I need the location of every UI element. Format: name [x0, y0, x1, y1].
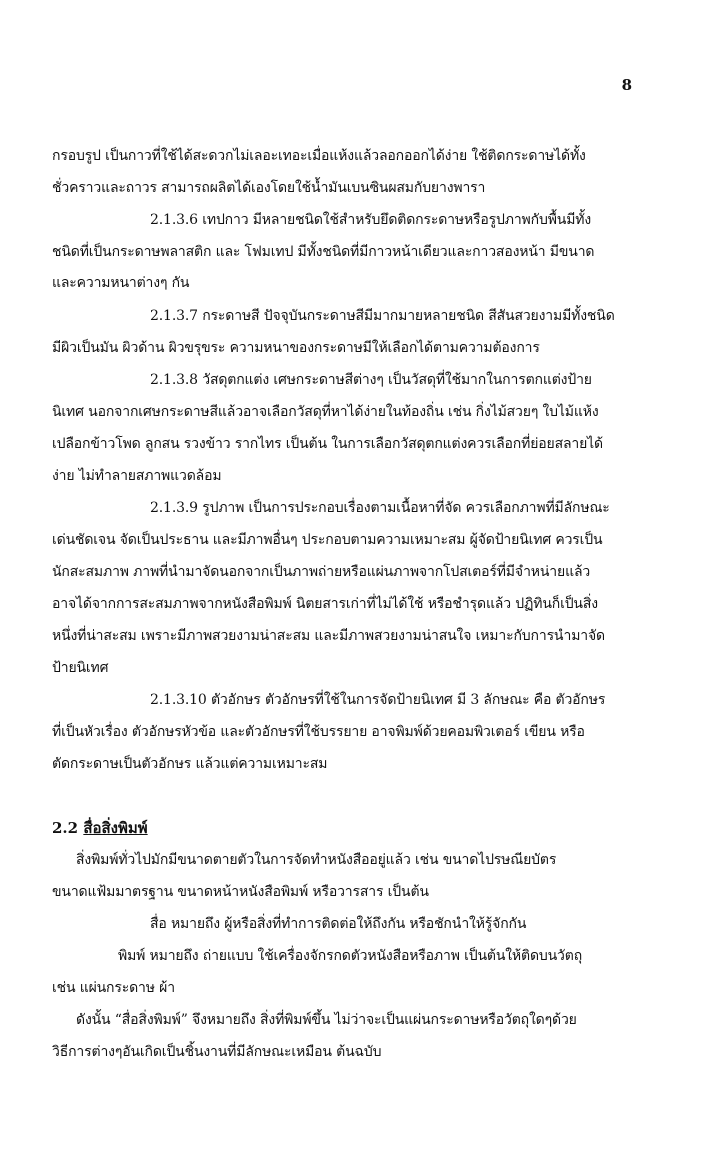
text-line: ชนิดที่เป็นกระดาษพลาสติก และ โฟมเทป มีทั้งชนิดที่มีกาวหน้าเดียวและกาวสองหน้า มีขนาด [52, 244, 595, 260]
text-line: 2.1.3.8 วัสดุตกแต่ง เศษกระดาษสีต่างๆ เป็นวัสดุที่ใช้มากในการตกแต่งป้าย [150, 372, 592, 388]
text-line: สิ่งพิมพ์ทั่วไปมักมีขนาดตายตัวในการจัดทำหนังสืออยู่แล้ว เช่น ขนาดไปรษณียบัตร [76, 852, 557, 868]
page-number: 8 [621, 76, 632, 94]
text-line: กรอบรูป เป็นกาวที่ใช้ได้สะดวกไม่เลอะเทอะเมื่อแห้งแล้วลอกออกได้ง่าย ใช้ติดกระดาษได้ทั้ง [52, 148, 586, 164]
text-line: นักสะสมภาพ ภาพที่นำมาจัดนอกจากเป็นภาพถ่ายหรือแผ่นภาพจากโปสเตอร์ที่มีจำหน่ายแล้ว [52, 564, 591, 580]
text-line: ที่เป็นหัวเรื่อง ตัวอักษรหัวข้อ และตัวอักษรที่ใช้บรรยาย อาจพิมพ์ด้วยคอมพิวเตอร์ เขียน หรือ [52, 724, 585, 740]
text-line: หนึ่งที่น่าสะสม เพราะมีภาพสวยงามน่าสะสม และมีภาพสวยงามน่าสนใจ เหมาะกับการนำมาจัด [52, 628, 605, 644]
text-line: เปลือกข้าวโพด ลูกสน รวงข้าว รากไทร เป็นต้น ในการเลือกวัสดุตกแต่งควรเลือกที่ย่อยสลายได้ [52, 436, 603, 452]
text-line: และความหนาต่างๆ กัน [52, 275, 190, 291]
text-line: เช่น แผ่นกระดาษ ผ้า [52, 980, 175, 996]
section-heading [52, 818, 148, 838]
text-line: 2.1.3.9 รูปภาพ เป็นการประกอบเรื่องตามเนื้อหาที่จัด ควรเลือกภาพที่มีลักษณะ [150, 500, 610, 516]
text-line: 2.1.3.10 ตัวอักษร ตัวอักษรที่ใช้ในการจัดป้ายนิเทศ มี 3 ลักษณะ คือ ตัวอักษร [150, 692, 606, 708]
text-line: ป้ายนิเทศ [52, 660, 109, 676]
text-line: ดังนั้น “สื่อสิ่งพิมพ์” จึงหมายถึง สิ่งที่พิมพ์ขึ้น ไม่ว่าจะเป็นแผ่นกระดาษหรือวัตถุใดๆด้วย [76, 1012, 577, 1028]
text-line: นิเทศ นอกจากเศษกระดาษสีแล้วอาจเลือกวัสดุที่หาได้ง่ายในท้องถิ่น เช่น กิ่งไม้สวยๆ ใบไม้แห้ง [52, 404, 599, 420]
text-line: 2.1.3.6 เทปกาว มีหลายชนิดใช้สำหรับยึดติดกระดาษหรือรูปภาพกับพื้นมีทั้ง [150, 212, 592, 228]
text-line: 2.1.3.7 กระดาษสี ปัจจุบันกระดาษสีมีมากมายหลายชนิด สีสันสวยงามมีทั้งชนิด [150, 308, 615, 324]
text-line: มีผิวเป็นมัน ผิวด้าน ผิวขรุขระ ความหนาของกระดาษมีให้เลือกได้ตามความต้องการ [52, 340, 540, 356]
text-line: ขนาดแฟ้มมาตรฐาน ขนาดหน้าหนังสือพิมพ์ หรือวารสาร เป็นต้น [52, 884, 429, 900]
text-line: เด่นชัดเจน จัดเป็นประธาน และมีภาพอื่นๆ ประกอบตามความเหมาะสม ผู้จัดป้ายนิเทศ ควรเป็น [52, 532, 603, 548]
text-line: อาจได้จากการสะสมภาพจากหนังสือพิมพ์ นิตยสารเก่าที่ไม่ได้ใช้ หรือชำรุดแล้ว ปฏิทินก็เป็นสิ่ง [52, 596, 598, 612]
text-line: วิธีการต่างๆอันเกิดเป็นชิ้นงานที่มีลักษณะเหมือน ต้นฉบับ [52, 1044, 382, 1060]
text-line: ง่าย ไม่ทำลายสภาพแวดล้อม [52, 468, 222, 484]
section-title: สื่อสิ่งพิมพ์ [83, 819, 148, 837]
text-line: ตัดกระดาษเป็นตัวอักษร แล้วแต่ความเหมาะสม [52, 756, 328, 772]
text-line: พิมพ์ หมายถึง ถ่ายแบบ ใช้เครื่องจักรกดตัวหนังสือหรือภาพ เป็นต้นให้ติดบนวัตถุ [118, 948, 583, 964]
text-line: สื่อ หมายถึง ผู้หรือสิ่งที่ทำการติดต่อให้ถึงกัน หรือชักนำให้รู้จักกัน [150, 916, 527, 932]
text-line: ชั่วคราวและถาวร สามารถผลิตได้เองโดยใช้น้ำมันเบนซินผสมกับยางพารา [52, 180, 486, 196]
section-number: 2.2 [52, 819, 79, 837]
